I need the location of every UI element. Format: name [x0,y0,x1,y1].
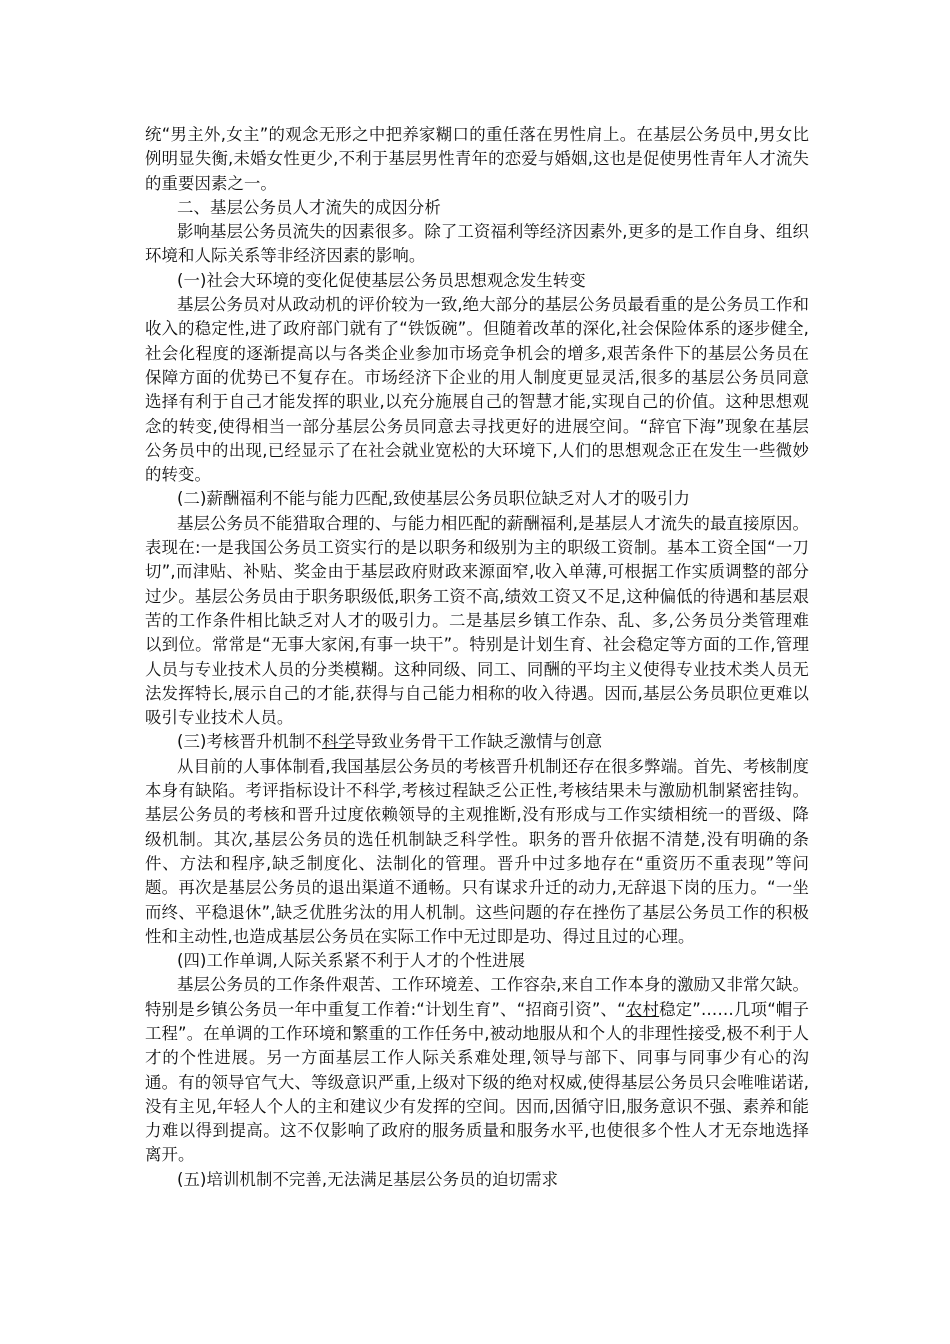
subsection-heading-3 [145,730,809,754]
heading-3-underlined-word: 科学 [321,732,355,752]
paragraph-continuation: 统“男主外,女主”的观念无形之中把养家糊口的重任落在男性肩上。在基层公务员中,男女比例明显失衡,未婚女性更少,不利于基层男性青年的恋爱与婚姻,这也是促使男性青年人才流失的重要因素之一。 [145,125,809,193]
subsection-heading-2: (二)薪酬福利不能与能力匹配,致使基层公务员职位缺乏对人才的吸引力 [177,489,691,509]
paragraph-5-underlined-word: 农村 [625,999,660,1019]
document-page [145,123,809,1192]
paragraph-social-environment: 基层公务员对从政动机的评价较为一致,绝大部分的基层公务员最看重的是公务员工作和收入的稳定性,进了政府部门就有了“铁饭碗”。但随着改革的深化,社会保险体系的逐步健全,社会化程度的逐渐提高以与各类企业参加市场竞争机会的增多,艰苦条件下的基层公务员在保障方面的优势已不复存在。市场经济下企业的用人制度更显灵活,很多的基层公务员同意选择有利于自己才能发挥的职业,以充分施展自己的智慧才能,实现自己的价值。这种思想观念的转变,使得相当一部分基层公务员同意去寻找更好的进展空间。“辞官下海”现象在基层公务员中的出现,已经显示了在社会就业宽松的大环境下,人们的思想观念正在发生一些微妙的转变。 [145,295,809,485]
heading-3-part-b: 导致业务骨干工作缺乏激情与创意 [354,732,603,752]
heading-3-part-a: (三)考核晋升机制不 [177,732,322,752]
section-heading-2: 二、基层公务员人才流失的成因分析 [177,197,441,217]
paragraph-work-monotony [145,973,809,1167]
paragraph-5-part-b: 稳定”……几项“帽子工程”。在单调的工作环境和繁重的工作任务中,被动地服从和个人的非理性接受,极不利于人才的个性进展。另一方面基层工作人际关系难处理,领导与部下、同事与同事少有心的沟通。有的领导官气大、等级意识严重,上级对下级的绝对权威,使得基层公务员只会唯唯诺诺,没有主见,年轻人个人的主和建议少有发挥的空间。因而,因循守旧,服务意识不强、素养和能力难以得到提高。这不仅影响了政府的服务质量和服务水平,也使很多个性人才无奈地选择离开。 [145,999,809,1165]
paragraph-promotion: 从目前的人事体制看,我国基层公务员的考核晋升机制还存在很多弊端。首先、考核制度本身有缺陷。考评指标设计不科学,考核过程缺乏公正性,考核结果未与激励机制紧密挂钩。基层公务员的考核和晋升过度依赖领导的主观推断,没有形成与工作实绩相统一的晋级、降级机制。其次,基层公务员的选任机制缺乏科学性。职务的晋升依据不清楚,没有明确的条件、方法和程序,缺乏制度化、法制化的管理。晋升中过多地存在“重资历不重表现”等问题。再次是基层公务员的退出渠道不通畅。只有谋求升迁的动力,无辞退下岗的压力。“一坐而终、平稳退休”,缺乏优胜劣汰的用人机制。这些问题的存在挫伤了基层公务员工作的积极性和主动性,也造成基层公务员在实际工作中无过即是功、得过且过的心理。 [145,756,809,946]
paragraph-5-part-a: 基层公务员的工作条件艰苦、工作环境差、工作容杂,来自工作本身的激励又非常欠缺。特别是乡镇公务员一年中重复工作着:“计划生育”、“招商引资”、“ [145,975,809,1019]
subsection-heading-4: (四)工作单调,人际关系紧不利于人才的个性进展 [177,951,526,971]
subsection-heading-1: (一)社会大环境的变化促使基层公务员思想观念发生转变 [177,270,586,290]
paragraph-intro: 影响基层公务员流失的因素很多。除了工资福利等经济因素外,更多的是工作自身、组织环境和人际关系等非经济因素的影响。 [145,222,809,266]
paragraph-salary: 基层公务员不能猎取合理的、与能力相匹配的薪酬福利,是基层人才流失的最直接原因。表现在:一是我国公务员工资实行的是以职务和级别为主的职级工资制。基本工资全国“一刀切”,而津贴、补贴、奖金由于基层政府财政来源面窄,收入单薄,可根据工作实质调整的部分过少。基层公务员由于职务职级低,职务工资不高,绩效工资又不足,这种偏低的待遇和基层艰苦的工作条件相比缺乏对人才的吸引力。二是基层乡镇工作杂、乱、多,公务员分类管理难以到位。常常是“无事大家闲,有事一块干”。特别是计划生育、社会稳定等方面的工作,管理人员与专业技术人员的分类模糊。这种同级、同工、同酬的平均主义使得专业技术类人员无法发挥特长,展示自己的才能,获得与自己能力相称的收入待遇。因而,基层公务员职位更难以吸引专业技术人员。 [145,513,809,728]
subsection-heading-5: (五)培训机制不完善,无法满足基层公务员的迫切需求 [177,1169,559,1189]
